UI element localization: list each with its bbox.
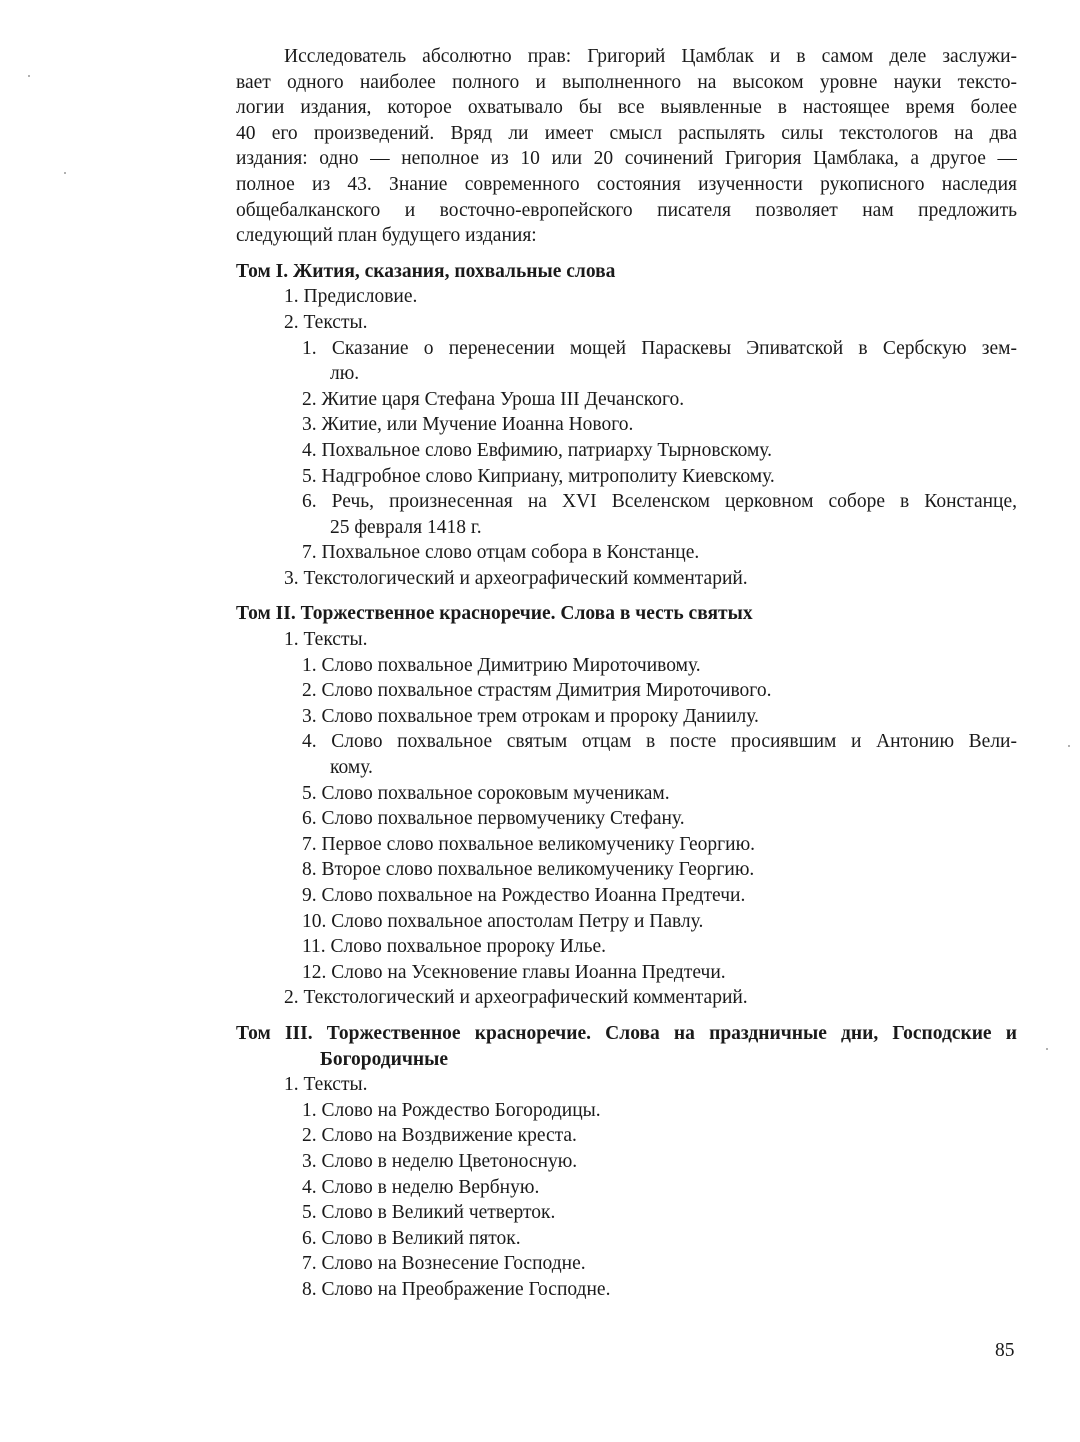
list-item: 7. Первое слово похвальное великомученику Георгию. bbox=[302, 833, 756, 855]
list-item: 1. Сказание о перенесении мощей Параскевы Эпиватской в Сербскую зем- bbox=[302, 337, 1017, 359]
intro-paragraph-line: логии издания, которое охватывало бы все выявленные в настоящее время более bbox=[236, 97, 1017, 119]
list-item-continuation: 25 февраля 1418 г. bbox=[330, 516, 482, 538]
list-item: 9. Слово похвальное на Рождество Иоанна Предтечи. bbox=[302, 885, 746, 906]
list-item: 10. Слово похвальное апостолам Петру и Павлу. bbox=[302, 910, 704, 932]
list-item-continuation: кому. bbox=[330, 757, 373, 779]
list-item: 2. Слово похвальное страстям Димитрия Мироточивого. bbox=[302, 680, 772, 702]
intro-paragraph-line: Исследователь абсолютно прав: Григорий Цамблак и в самом деле заслужи- bbox=[284, 46, 1017, 67]
list-item: 2. Слово на Воздвижение креста. bbox=[302, 1125, 577, 1147]
list-item: 5. Слово в Великий четверток. bbox=[302, 1202, 556, 1224]
intro-paragraph-line: вает одного наиболее полного и выполненного на высоком уровне науки тексто- bbox=[236, 71, 1017, 93]
volume-heading-continuation: Богородичные bbox=[320, 1048, 449, 1070]
list-item: 2. Текстологический и археографический комментарий. bbox=[284, 987, 748, 1009]
list-item: 6. Слово в Великий пяток. bbox=[302, 1227, 521, 1249]
list-item: 1. Предисловие. bbox=[284, 286, 418, 308]
list-item: 12. Слово на Усекновение главы Иоанна Предтечи. bbox=[302, 961, 726, 983]
intro-paragraph-line: 40 его произведений. Вряд ли имеет смысл распылять силы текстологов на два bbox=[236, 122, 1017, 144]
list-item: 3. Слово похвальное трем отрокам и пророку Даниилу. bbox=[302, 705, 759, 727]
list-item: 1. Тексты. bbox=[284, 1074, 368, 1096]
list-item: 5. Слово похвальное сороковым мученикам. bbox=[302, 782, 670, 804]
list-item: 5. Надгробное слово Киприану, митрополиту Киевскому. bbox=[302, 465, 775, 487]
list-item: 6. Слово похвальное первомученику Стефану. bbox=[302, 808, 685, 830]
list-item: 4. Похвальное слово Евфимию, патриарху Тырновскому. bbox=[302, 439, 772, 461]
scan-speck bbox=[1068, 745, 1070, 747]
volume-heading: Том II. Торжественное красноречие. Слова в честь святых bbox=[236, 603, 753, 625]
list-item: 11. Слово похвальное пророку Илье. bbox=[302, 936, 607, 958]
page-number: 85 bbox=[995, 1340, 1015, 1361]
page-body bbox=[236, 44, 1017, 1303]
list-item: 2. Тексты. bbox=[284, 311, 368, 333]
list-item: 4. Слово в неделю Вербную. bbox=[302, 1176, 540, 1198]
intro-paragraph-line: издания: одно — неполное из 10 или 20 сочинений Григория Цамблака, а другое — bbox=[236, 148, 1017, 170]
list-item: 3. Слово в неделю Цветоносную. bbox=[302, 1150, 578, 1172]
list-item: 1. Слово похвальное Димитрию Мироточивому. bbox=[302, 654, 701, 676]
list-item: 7. Похвальное слово отцам собора в Констанце. bbox=[302, 542, 700, 564]
list-item: 1. Слово на Рождество Богородицы. bbox=[302, 1099, 601, 1121]
list-item: 3. Текстологический и археографический комментарий. bbox=[284, 567, 748, 589]
list-item: 2. Житие царя Стефана Уроша III Дечанского. bbox=[302, 388, 685, 410]
list-item-continuation: лю. bbox=[330, 363, 360, 385]
list-item: 7. Слово на Вознесение Господне. bbox=[302, 1253, 586, 1275]
scan-speck bbox=[1046, 1048, 1048, 1050]
list-item: 3. Житие, или Мучение Иоанна Нового. bbox=[302, 414, 634, 436]
scan-speck bbox=[28, 75, 30, 77]
list-item: 8. Второе слово похвальное великомученику Георгию. bbox=[302, 859, 755, 881]
list-item: 1. Тексты. bbox=[284, 629, 368, 651]
intro-paragraph-line: полное из 43. Знание современного состояния изученности рукописного наследия bbox=[236, 173, 1017, 195]
volume-heading: Том I. Жития, сказания, похвальные слова bbox=[236, 260, 616, 282]
list-item: 8. Слово на Преображение Господне. bbox=[302, 1278, 611, 1300]
list-item: 6. Речь, произнесенная на XVI Вселенском церковном соборе в Констанце, bbox=[302, 491, 1017, 513]
intro-paragraph-line: общебалканского и восточно-европейского писателя позволяет нам предложить bbox=[236, 199, 1017, 221]
volume-heading: Том III. Торжественное красноречие. Слова на праздничные дни, Господские и bbox=[236, 1022, 1017, 1044]
scan-speck bbox=[64, 172, 66, 174]
list-item: 4. Слово похвальное святым отцам в посте просиявшим и Антонию Вели- bbox=[302, 731, 1017, 753]
intro-paragraph-line: следующий план будущего издания: bbox=[236, 225, 537, 247]
